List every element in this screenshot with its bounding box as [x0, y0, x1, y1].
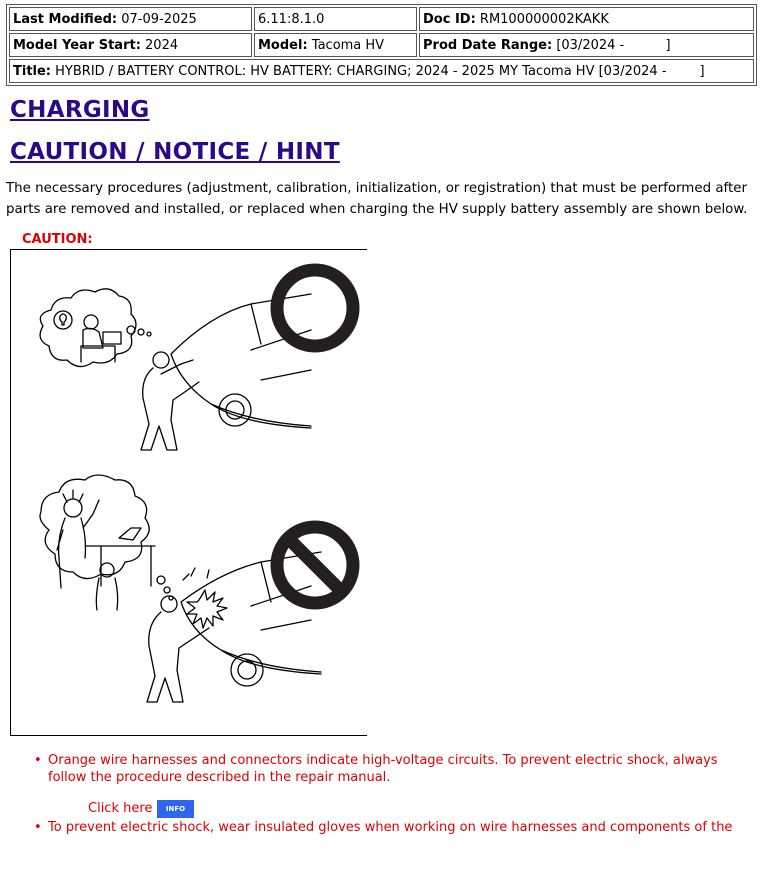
- version-value: 6.11:8.1.0: [258, 11, 325, 27]
- info-button[interactable]: INFO: [157, 800, 194, 818]
- car-body-bottom: [181, 552, 321, 674]
- doc-id-cell: [419, 7, 754, 31]
- document-header-table: [6, 4, 757, 86]
- model-year-value: 2024: [140, 37, 179, 53]
- title-cell: [9, 59, 754, 83]
- illustration-svg: [11, 250, 367, 735]
- title-label: Title:: [13, 63, 52, 79]
- model-label: Model:: [258, 37, 308, 53]
- doc-id-label: Doc ID:: [423, 11, 476, 27]
- caution-illustration: [10, 249, 367, 736]
- caution-notice-hint-heading[interactable]: CAUTION / NOTICE / HINT: [10, 139, 340, 165]
- caution-label: CAUTION:: [22, 232, 93, 247]
- last-modified-label: Last Modified:: [13, 11, 118, 27]
- spark-burst: [187, 590, 227, 628]
- doc-id-value: RM100000002KAKK: [475, 11, 609, 27]
- intro-paragraph: The necessary procedures (adjustment, calibration, initialization, or registration) that must be performed after parts are removed and installed, or replaced when charging the HV supply battery assembly are shown below.: [6, 181, 748, 217]
- caution-notes-list: [34, 752, 754, 836]
- model-year-cell: [9, 33, 252, 57]
- prod-date-label: Prod Date Range:: [423, 37, 553, 53]
- last-modified-cell: [9, 7, 252, 31]
- prohibited-icon: [277, 527, 353, 603]
- version-cell: [254, 7, 417, 31]
- model-year-label: Model Year Start:: [13, 37, 141, 53]
- prod-date-value: [03/2024 - ]: [552, 37, 671, 53]
- last-modified-value: 07-09-2025: [117, 11, 197, 27]
- charging-heading[interactable]: CHARGING: [10, 97, 150, 123]
- model-cell: [254, 33, 417, 57]
- list-item: • Orange wire harnesses and connectors indicate high-voltage circuits. To prevent electric shock, always follow the procedure described in the repair manual.: [34, 752, 754, 786]
- circle-correct-icon: [277, 270, 353, 346]
- model-value: Tacoma HV: [307, 37, 385, 53]
- title-value: HYBRID / BATTERY CONTROL: HV BATTERY: CHARGING; 2024 - 2025 MY Tacoma HV [03/2024 - ]: [51, 63, 705, 79]
- thought-cloud-bottom: [40, 475, 149, 579]
- click-here-link[interactable]: Click here: [88, 801, 153, 816]
- prod-date-cell: [419, 33, 754, 57]
- list-item: • To prevent electric shock, wear insulated gloves when working on wire harnesses and components of the: [34, 819, 754, 836]
